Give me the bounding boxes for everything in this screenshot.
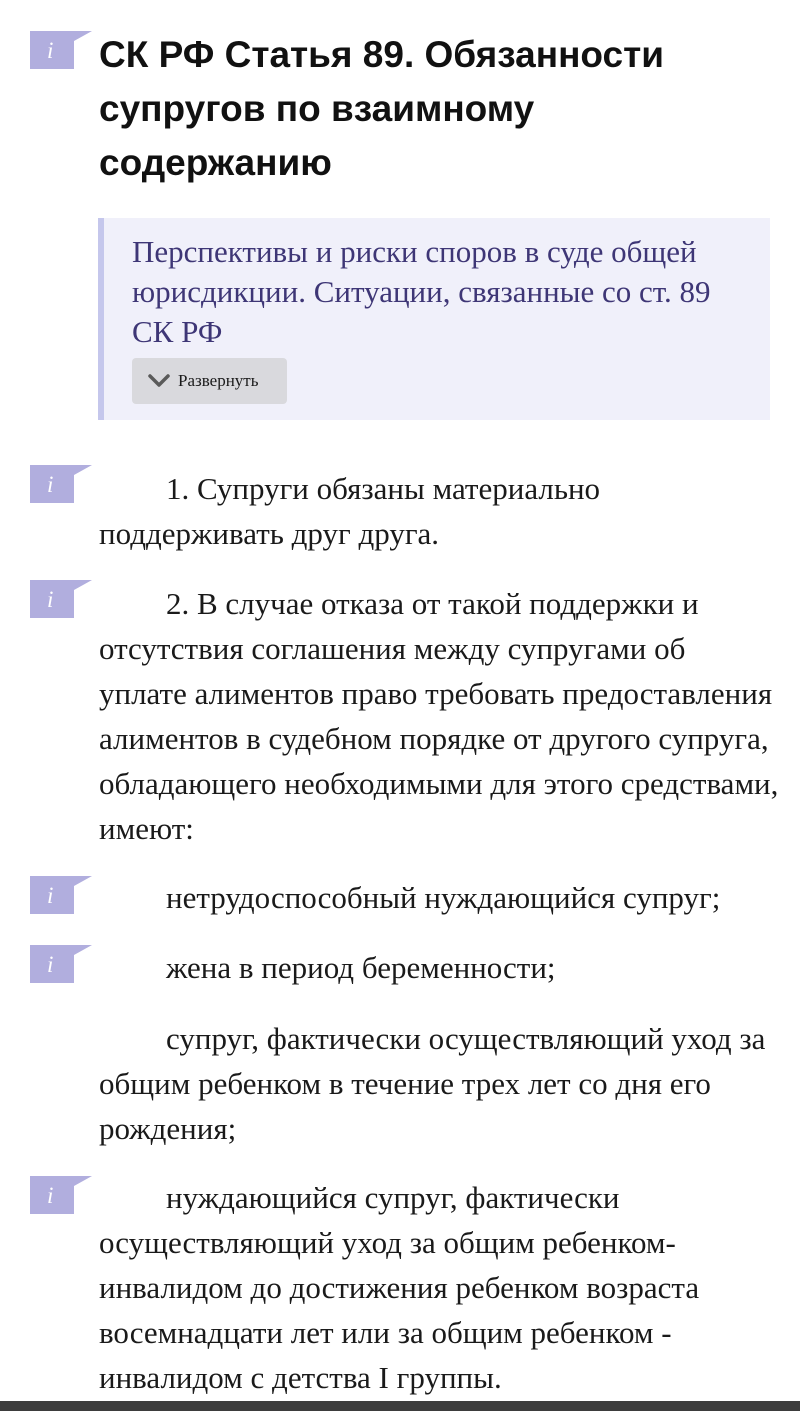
article-paragraph: супруг, фактически осуществляющий уход за общим ребенком в течение трех лет со дня его рождения; bbox=[99, 1021, 766, 1146]
svg-text:i: i bbox=[47, 883, 54, 908]
chevron-down-icon bbox=[148, 374, 170, 388]
svg-text:i: i bbox=[47, 587, 54, 612]
bottom-bar bbox=[0, 1401, 800, 1411]
expand-button-label: Развернуть bbox=[178, 371, 259, 390]
article-paragraph: жена в период беременности; bbox=[166, 950, 556, 985]
info-flag-icon[interactable] bbox=[30, 876, 92, 914]
article-paragraph: 2. В случае отказа от такой поддержки и отсутствия соглашения между супругами об уплате алиментов право требовать предоставления алиментов в судебном порядке от другого супруга, обладающего необходимыми для этого средствами, имеют: bbox=[99, 586, 779, 846]
svg-text:i: i bbox=[47, 38, 54, 63]
practice-context-box bbox=[98, 218, 770, 420]
svg-text:i: i bbox=[47, 472, 54, 497]
svg-text:i: i bbox=[47, 1183, 54, 1208]
expand-button[interactable] bbox=[132, 358, 287, 404]
page-title: СК РФ Статья 89. Обязанности супругов по взаимному содержанию bbox=[99, 34, 664, 183]
info-flag-icon[interactable] bbox=[30, 1176, 92, 1214]
svg-text:i: i bbox=[47, 952, 54, 977]
info-flag-icon[interactable] bbox=[30, 465, 92, 503]
court-practice-link[interactable]: Перспективы и риски споров в суде общей юрисдикции. Ситуации, связанные со ст. 89 СК РФ bbox=[132, 234, 711, 349]
info-flag-icon[interactable] bbox=[30, 945, 92, 983]
info-flag-icon[interactable] bbox=[30, 31, 92, 69]
info-flag-icon[interactable] bbox=[30, 580, 92, 618]
article-paragraph: 1. Супруги обязаны материально поддерживать друг друга. bbox=[99, 471, 601, 551]
article-paragraph: нуждающийся супруг, фактически осуществляющий уход за общим ребенком-инвалидом до достижения ребенком возраста восемнадцати лет или за общим ребенком - инвалидом с детства I группы. bbox=[99, 1180, 700, 1395]
article-paragraph: нетрудоспособный нуждающийся супруг; bbox=[166, 880, 721, 915]
